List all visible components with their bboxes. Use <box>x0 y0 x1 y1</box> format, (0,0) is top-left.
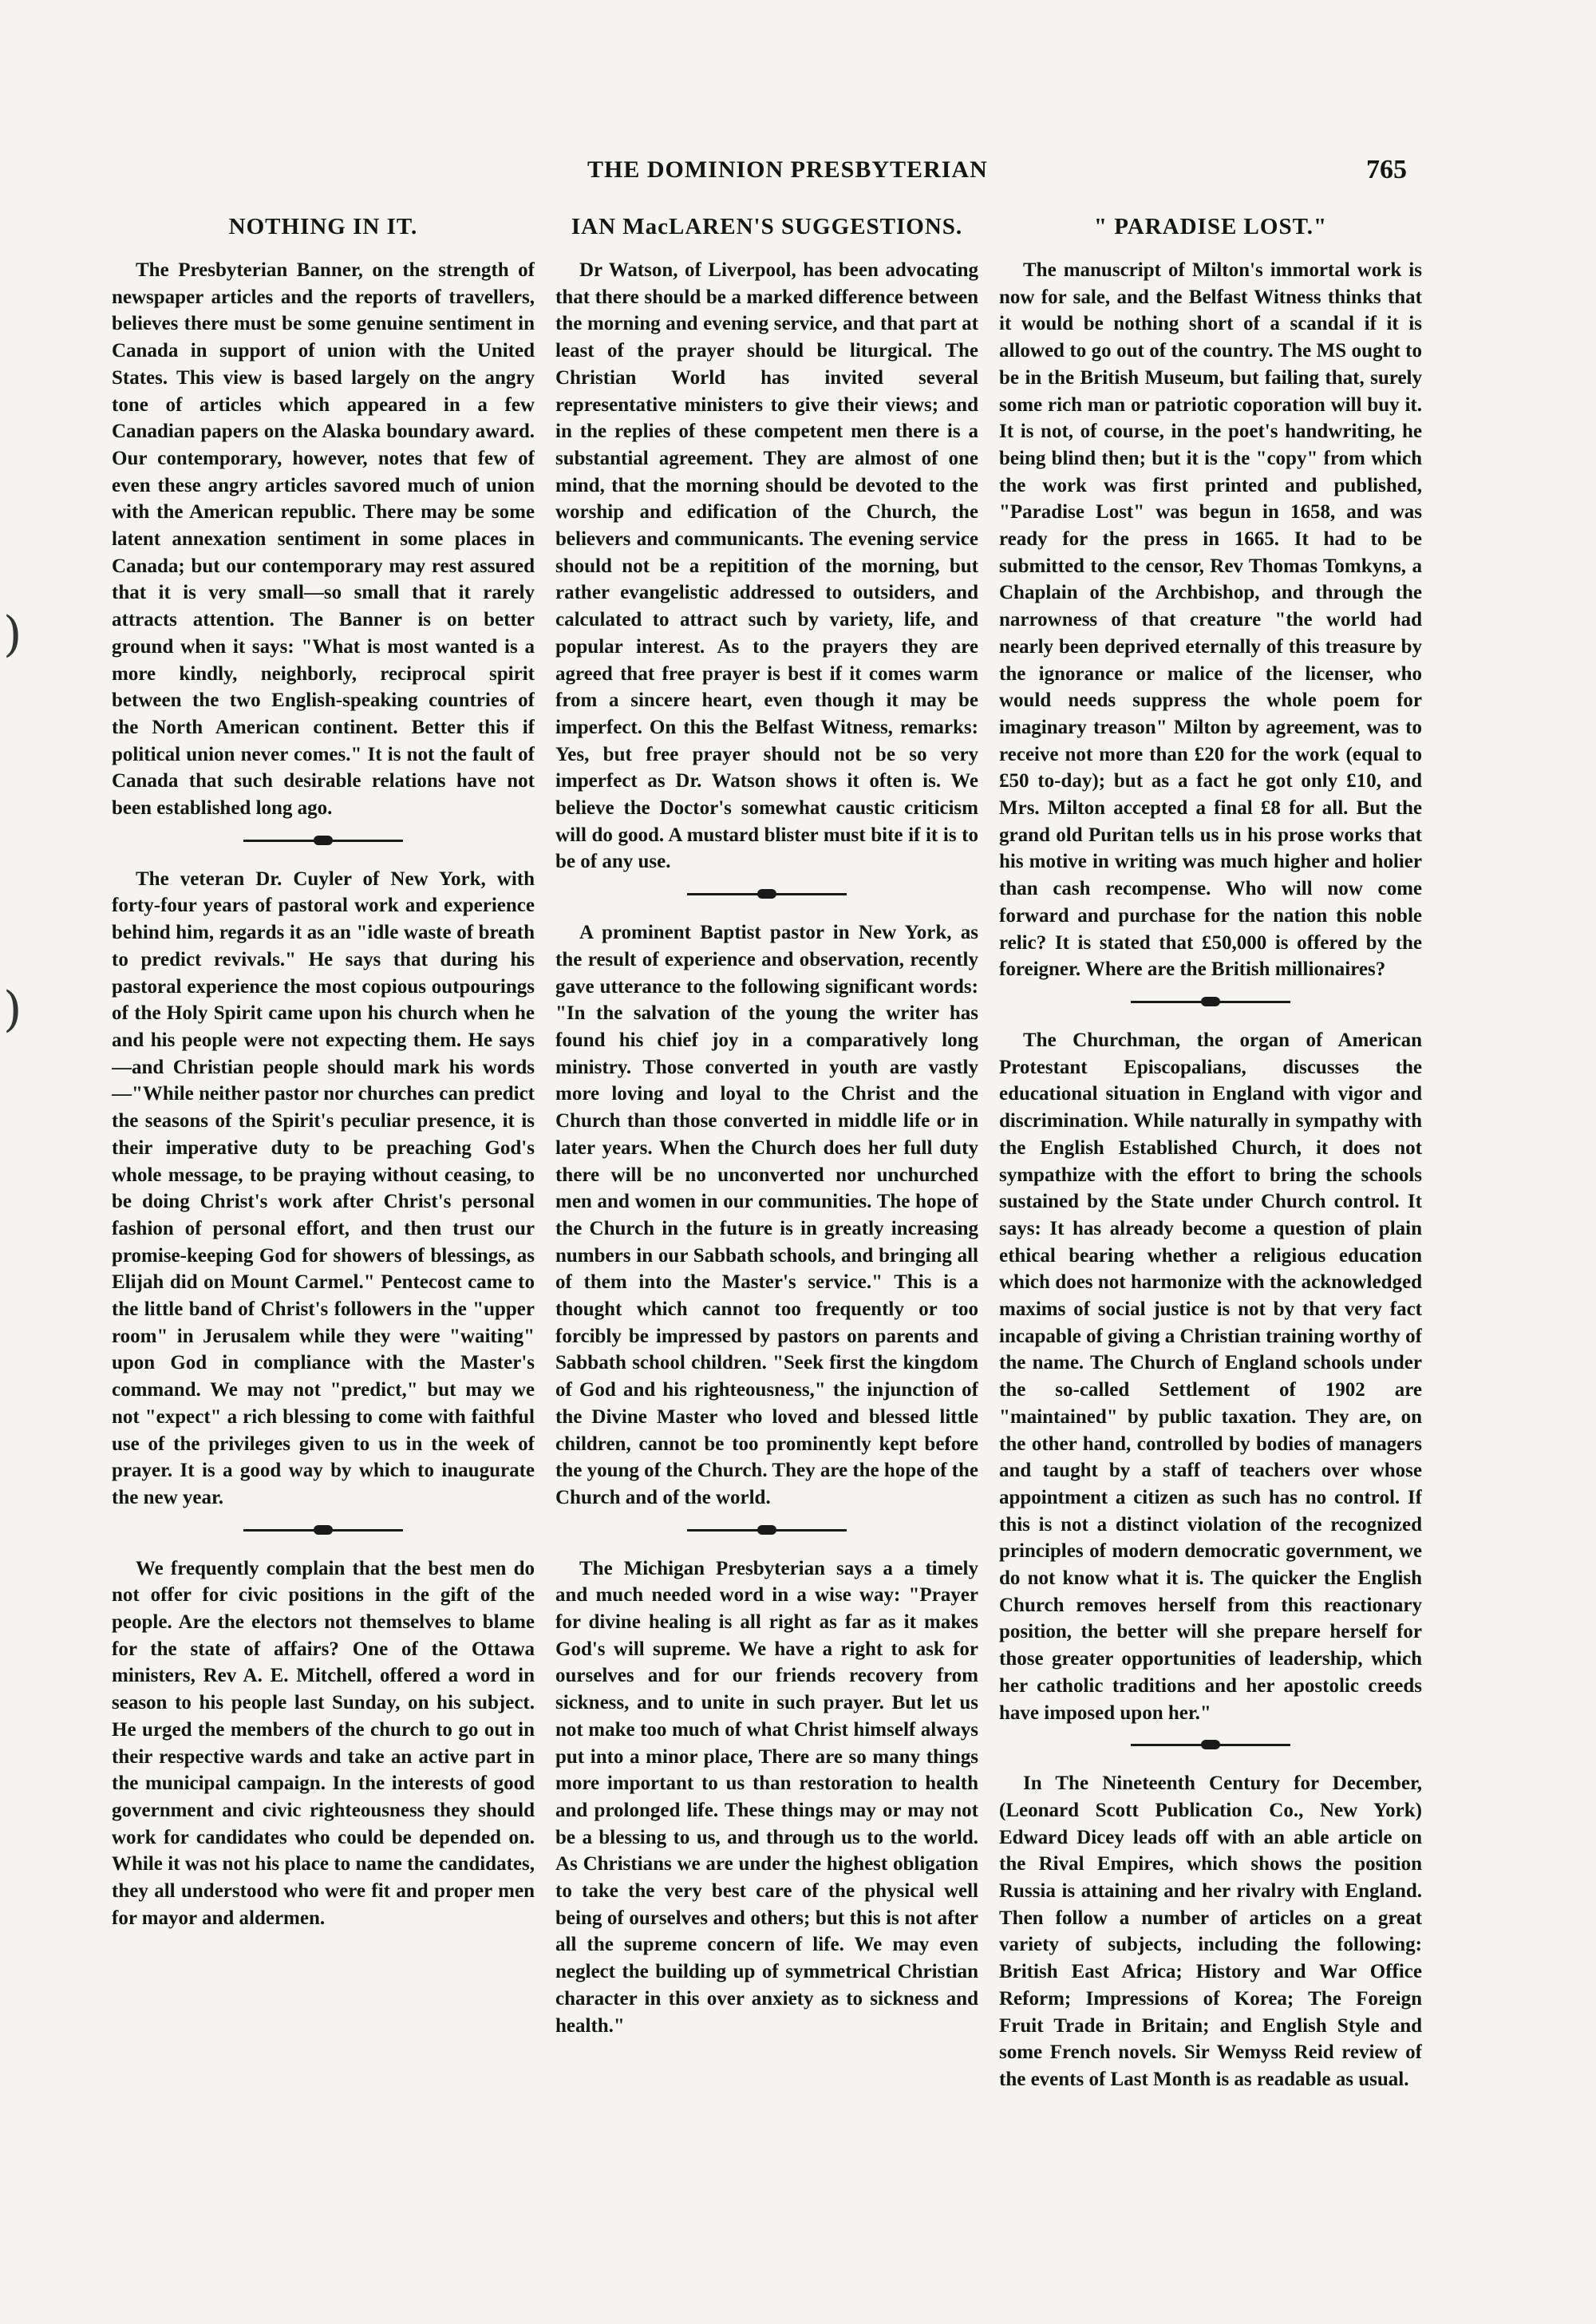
column-middle <box>555 214 978 2289</box>
article-title: IAN MacLAREN'S SUGGESTIONS. <box>571 214 963 239</box>
column-left <box>112 214 535 2289</box>
section-divider <box>243 1529 403 1532</box>
article-paragraph: A prominent Baptist pastor in New York, as the result of experience and observation, recently gave utterance to the following significant words: "In the salvation of the young the writer has found his chief joy in a comparatively long ministry. Those converted in youth are vastly more loving and loyal to the Christ and the Church than those converted in middle life or in later years. When the Church does her full duty there will be no unconverted nor unchurched men and women in our communities. The hope of the Church in the future is in greatly increasing numbers in our Sabbath schools, and bringing all of them into the Master's service." This is a thought which cannot too frequently or too forcibly be impressed by pastors on parents and Sabbath school children. "Seek first the kingdom of God and his righteousness," the injunction of the Divine Master who loved and blessed little children, cannot be too prominently kept before the young of the Church. They are the hope of the Church and of the world. <box>555 922 978 1508</box>
section-divider <box>687 893 847 895</box>
article-paragraph: The manuscript of Milton's immortal work is now for sale, and the Belfast Witness thinks that it would be nothing short of a scandal if it is allowed to go out of the country. The MS ought to be in the British Museum, but failing that, surely some rich man or patriotic coporation will buy it. It is not, of course, in the poet's handwriting, he being blind then; but it is the "copy" from which the work was first printed and published, "Paradise Lost" was begun in 1658, and was ready for the press in 1665. It had to be submitted to the censor, Rev Thomas Tomkyns, a Chaplain of the Archbishop, and through the narrowness of that creature "the world had nearly been deprived eternally of this treasure by the ignorance or malice of the licenser, who would needs suppress the whole poem for imaginary treason" Milton by agreement, was to receive not more than £20 for the work (equal to £50 to-day); but as a fact he got only £10, and Mrs. Milton accepted a final £8 for all. But the grand old Puritan tells us in his prose works that his motive in writing was much higher and holier than cash recompense. Who will now come forward and purchase for the nation this noble relic? It is stated that £50,000 is offered by the foreigner. Where are the British millionaires? <box>999 259 1422 981</box>
section-divider <box>1131 1744 1290 1746</box>
section-divider <box>687 1529 847 1532</box>
article-paragraph: Dr Watson, of Liverpool, has been advocating that there should be a marked difference between the morning and evening service, and that part at least of the prayer should be liturgical. The Christian World has invited several representative ministers to give their views; and in the replies of these competent men there is a substantial agreement. They are almost of one mind, that the morning should be devoted to the worship and edification of the Church, the believers and communicants. The evening service should not be a repitition of the morning, but rather evangelistic addressed to outsiders, and calculated to attract such by variety, life, and popular interest. As to the prayers they are agreed that free prayer is best if it comes warm from a sincere heart, even though it may be imperfect. On this the Belfast Witness, remarks: Yes, but free prayer should not be so very imperfect as Dr. Watson shows it often is. We believe the Doctor's somewhat caustic criticism will do good. A mustard blister must bite if it is to be of any use. <box>555 259 978 873</box>
column-right <box>999 214 1422 2289</box>
running-head: THE DOMINION PRESBYTERIAN <box>587 156 988 183</box>
article-paragraph: The Presbyterian Banner, on the strength of newspaper articles and the reports of travellers, believes there must be some genuine sentiment in Canada in support of union with the United States. This view is based largely on the angry tone of articles which appeared in a few Canadian papers on the Alaska boundary award. Our contemporary, however, notes that few of even these angry articles savored much of union with the American republic. There may be some latent annexation sentiment in some places in Canada; but our contemporary may rest assured that it is very small—so small that it rarely attracts attention. The Banner is on better ground when it says: "What is most wanted is a more kindly, neighborly, reciprocal spirit between the two English-speaking countries of the North American continent. Better this if political union never comes." It is not the fault of Canada that such desirable relations have not been established long ago. <box>112 259 535 820</box>
section-divider <box>243 840 403 842</box>
article-paragraph: The Churchman, the organ of American Protestant Episcopalians, discusses the educational situation in England with vigor and discrimination. While naturally in sympathy with the English Established Church, it does not sympathize with the effort to bring the schools sustained by the State under Church control. It says: It has already become a question of plain ethical bearing whether a religious education which does not harmonize with the acknowledged maxims of social justice is not by that very fact incapable of giving a Christian training worthy of the name. The Church of England schools under the so-called Settlement of 1902 are "maintained" by public taxation. They are, on the other hand, controlled by bodies of managers and taught by a staff of teachers over whose appointment a citizen as such has no control. If this is not a distinct violation of the recognized principles of modern democratic government, we do not know what it is. The quicker the English Church removes herself from this reactionary position, the better will she prepare herself for those greater opportunities of leadership, which her catholic traditions and her apostolic creeds have imposed upon her." <box>999 1029 1422 1724</box>
article-paragraph: The veteran Dr. Cuyler of New York, with forty-four years of pastoral work and experience behind him, regards it as an "idle waste of breath to predict revivals." He says that during his pastoral experience the most copious outpourings of the Holy Spirit came upon his church when he and his people were not expecting them. He says—and Christian people should mark his words—"While neither pastor nor churches can predict the seasons of the Spirit's peculiar presence, it is their imperative duty to be preaching God's whole message, to be praying without ceasing, to be doing Christ's work after Christ's personal fashion of personal effort, and then trust our promise-keeping God for showers of blessings, as Elijah did on Mount Carmel." Pentecost came to the little band of Christ's followers in the "upper room" in Jerusalem while they were "waiting" upon God in compliance with the Master's command. We may not "predict," but may we not "expect" a rich blessing to come with faithful use of the privileges given to us in the week of prayer. It is a good way by which to inaugurate the new year. <box>112 868 535 1508</box>
margin-mark: ) <box>3 607 22 662</box>
article-title: NOTHING IN IT. <box>228 214 418 239</box>
article-paragraph: The Michigan Presbyterian says a a timely and much needed word in a wise way: "Prayer for divine healing is all right as far as it makes God's will supreme. We have a right to ask for ourselves and for our friends recovery from sickness, and to unite in such prayer. But let us not make too much of what Christ himself always put into a minor place, There are so many things more important to us than restoration to health and prolonged life. These things may or may not be a blessing to us, and through us to the world. As Christians we are under the highest obligation to take the very best care of the physical well being of ourselves and others; but this is not after all the supreme concern of life. We may even neglect the building up of symmetrical Christian character in this over anxiety as to sickness and health." <box>555 1557 978 2037</box>
margin-mark: ) <box>3 982 22 1038</box>
article-paragraph: We frequently complain that the best men do not offer for civic positions in the gift of the people. Are the electors not themselves to blame for the state of affairs? One of the Ottawa ministers, Rev A. E. Mitchell, offered a word in season to his people last Sunday, on his subject. He urged the members of the church to go out in their respective wards and take an active part in the municipal campaign. In the interests of good government and civic righteousness they should work for candidates who could be depended on. While it was not his place to name the candidates, they all understood who were fit and proper men for mayor and aldermen. <box>112 1557 535 1929</box>
section-divider <box>1131 1001 1290 1003</box>
article-title: " PARADISE LOST." <box>1093 214 1328 239</box>
page-number: 765 <box>1366 155 1407 184</box>
article-paragraph: In The Nineteenth Century for December, (Leonard Scott Publication Co., New York) Edward Dicey leads off with an able article on the Rival Empires, which shows the position Russia is attaining and her rivalry with England. Then follow a number of articles on a great variety of subjects, including the following: British East Africa; History and War Office Reform; Impressions of Korea; The Foreign Fruit Trade in Britain; and English Style and some French novels. Sir Wemyss Reid review of the events of Last Month is as readable as usual. <box>999 1773 1422 2090</box>
